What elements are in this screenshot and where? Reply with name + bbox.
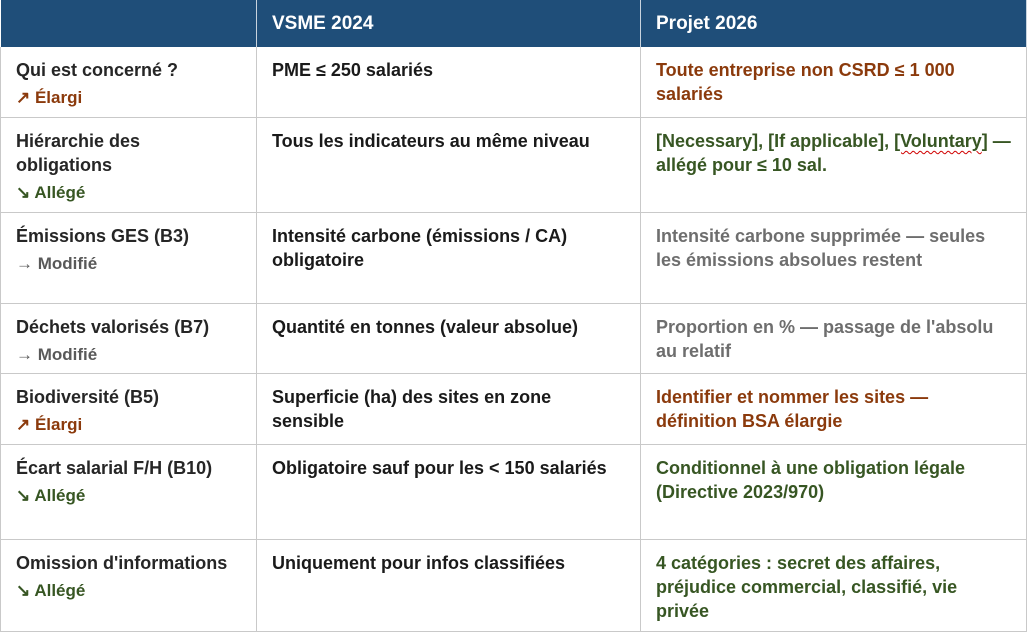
projet-text-part: ] — allégé pour ≤ 10 sal.	[656, 131, 1011, 175]
criterion-cell	[1, 540, 257, 632]
vsme-cell: Obligatoire sauf pour les < 150 salariés	[257, 445, 641, 540]
projet-cell: 4 catégories : secret des affaires, préjudice commercial, classifié, vie privée	[641, 540, 1027, 632]
criterion-label: Déchets valorisés (B7)	[16, 317, 210, 337]
projet-cell: Conditionnel à une obligation légale (Directive 2023/970)	[641, 445, 1027, 540]
change-tag-allege: ↘ Allégé	[16, 581, 86, 600]
criterion-label: Hiérarchie des obligations	[16, 131, 141, 175]
header-projet-2026: Projet 2026	[641, 0, 1027, 47]
header-criterion	[1, 0, 257, 47]
change-tag-modifie: → Modifié	[16, 254, 98, 273]
spellcheck-underlined-text: [Voluntary	[894, 131, 982, 151]
vsme-cell: Tous les indicateurs au même niveau	[257, 118, 641, 213]
change-tag-modifie: → Modifié	[16, 345, 98, 364]
projet-cell	[641, 118, 1027, 213]
change-tag-allege: ↘ Allégé	[16, 486, 86, 505]
table-row	[1, 213, 1027, 304]
criterion-label: Biodiversité (B5)	[16, 387, 160, 407]
criterion-cell	[1, 118, 257, 213]
vsme-cell: Superficie (ha) des sites en zone sensible	[257, 374, 641, 445]
change-tag-elargi: ↗ Élargi	[16, 88, 83, 107]
table-row	[1, 374, 1027, 445]
projet-text-part: [Necessary], [If applicable],	[656, 131, 895, 151]
table-row	[1, 540, 1027, 632]
projet-cell: Toute entreprise non CSRD ≤ 1 000 salariés	[641, 47, 1027, 118]
criterion-cell	[1, 374, 257, 445]
criterion-label: Qui est concerné ?	[16, 60, 179, 80]
criterion-cell	[1, 445, 257, 540]
table-row	[1, 47, 1027, 118]
change-tag-elargi: ↗ Élargi	[16, 415, 83, 434]
table-row	[1, 445, 1027, 540]
header-vsme-2024: VSME 2024	[257, 0, 641, 47]
criterion-label: Omission d'informations	[16, 553, 228, 573]
vsme-cell: Intensité carbone (émissions / CA) obligatoire	[257, 213, 641, 304]
vsme-cell: Uniquement pour infos classifiées	[257, 540, 641, 632]
table-row	[1, 304, 1027, 374]
criterion-cell	[1, 304, 257, 374]
criterion-label: Écart salarial F/H (B10)	[16, 458, 213, 478]
projet-cell: Identifier et nommer les sites — définition BSA élargie	[641, 374, 1027, 445]
criterion-cell	[1, 47, 257, 118]
vsme-cell: Quantité en tonnes (valeur absolue)	[257, 304, 641, 374]
table-row	[1, 118, 1027, 213]
criterion-cell	[1, 213, 257, 304]
criterion-label: Émissions GES (B3)	[16, 226, 190, 246]
change-tag-allege: ↘ Allégé	[16, 183, 86, 202]
vsme-cell: PME ≤ 250 salariés	[257, 47, 641, 118]
projet-cell: Intensité carbone supprimée — seules les émissions absolues restent	[641, 213, 1027, 304]
projet-cell: Proportion en % — passage de l'absolu au relatif	[641, 304, 1027, 374]
header-row	[1, 0, 1027, 47]
